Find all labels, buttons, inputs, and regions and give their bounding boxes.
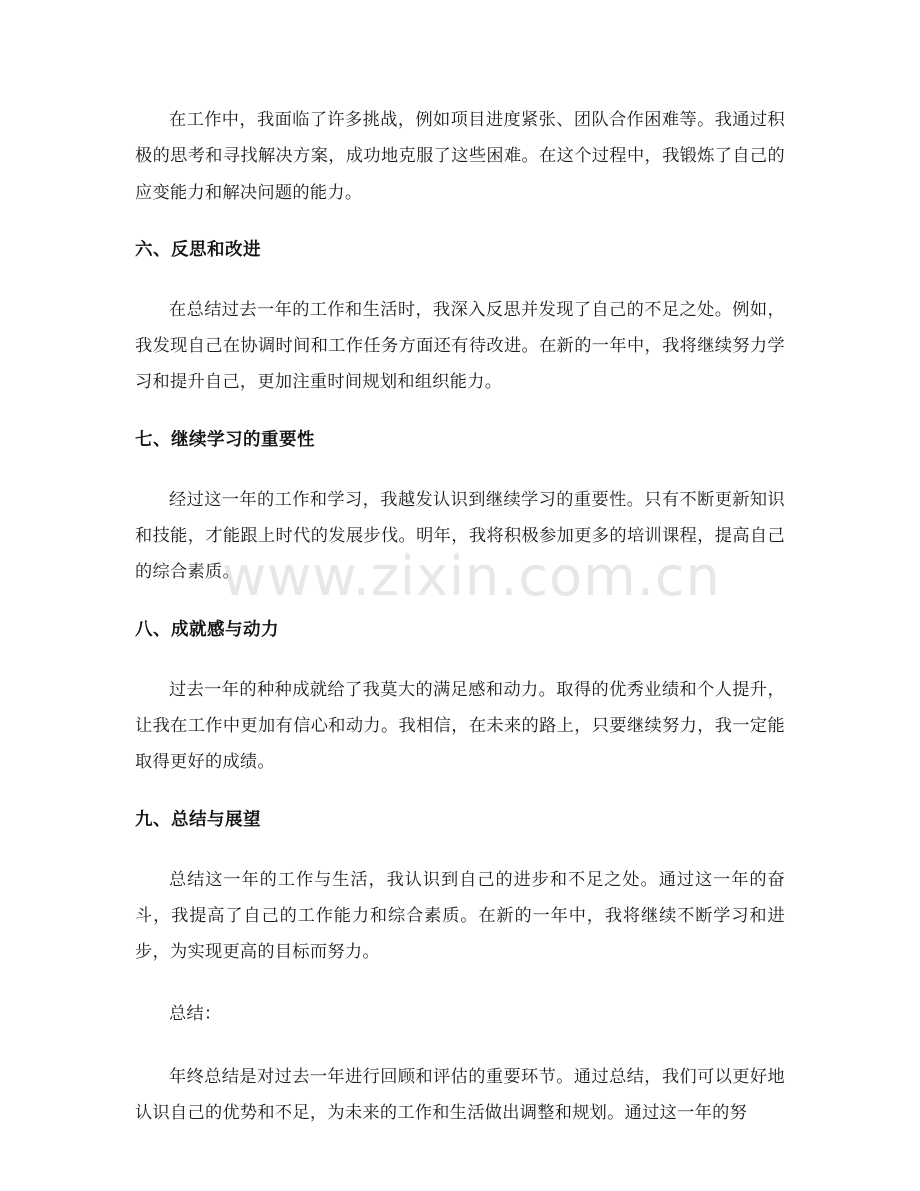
watermark: www.zixin.com.cn [222,545,721,608]
paragraph-learning: 经过这一年的工作和学习，我越发认识到继续学习的重要性。只有不断更新知识和技能，才能跟上时代的发展步伐。明年，我将积极参加更多的培训课程，提高自己的综合素质。 [135,489,785,583]
paragraph-reflection: 在总结过去一年的工作和生活时，我深入反思并发现了自己的不足之处。例如，我发现自己在协调时间和工作任务方面还有待改进。在新的一年中，我将继续努力学习和提升自己，更加注重时间规划和组织能力。 [135,299,785,393]
document-body [135,102,785,1131]
paragraph-outlook: 总结这一年的工作与生活，我认识到自己的进步和不足之处。通过这一年的奋斗，我提高了自己的工作能力和综合素质。在新的一年中，我将继续不断学习和进步，为实现更高的目标而努力。 [135,869,785,963]
paragraph-challenges: 在工作中，我面临了许多挑战，例如项目进度紧张、团队合作困难等。我通过积极的思考和寻找解决方案，成功地克服了这些困难。在这个过程中，我锻炼了自己的应变能力和解决问题的能力。 [135,110,785,203]
heading-learning: 七、继续学习的重要性 [135,429,315,450]
heading-achievement: 八、成就感与动力 [135,619,279,640]
paragraph-achievement: 过去一年的种种成就给了我莫大的满足感和动力。取得的优秀业绩和个人提升，让我在工作中更加有信心和动力。我相信，在未来的路上，只要继续努力，我一定能取得更好的成绩。 [135,679,785,773]
summary-label: 总结： [169,1004,222,1025]
heading-reflection: 六、反思和改进 [135,239,261,260]
heading-outlook: 九、总结与展望 [135,809,261,830]
paragraph-summary: 年终总结是对过去一年进行回顾和评估的重要环节。通过总结，我们可以更好地认识自己的优势和不足，为未来的工作和生活做出调整和规划。通过这一年的努 [135,1066,785,1124]
